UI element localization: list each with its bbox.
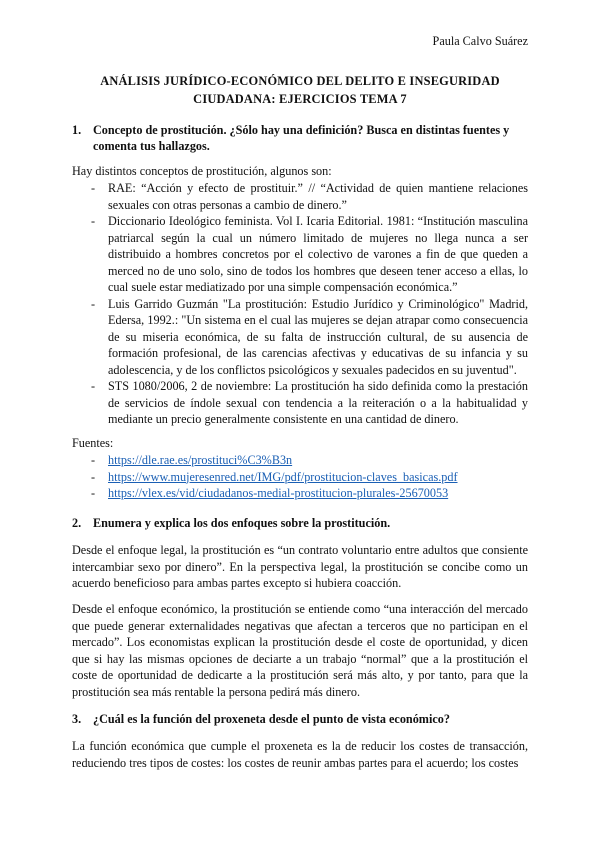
list-item <box>72 213 528 296</box>
list-item <box>72 485 528 502</box>
section-2-paragraph-1: Desde el enfoque legal, la prostitución es “un contrato voluntario entre adultos que consiente intercambiar sexo por dinero”. En la perspectiva legal, la prostitución se concibe como un acuerdo beneficioso para ambas partes excepto si hubiera coacción. <box>72 543 528 590</box>
source-link-vlex[interactable]: https://vlex.es/vid/ciudadanos-medial-prostitucion-plurales-25670053 <box>108 486 449 500</box>
section-2-paragraph-2: Desde el enfoque económico, la prostitución se entiende como “una interacción del mercado que puede generar externalidades negativas que afectan a terceros que no participan en el mercado”. Los economistas explican la prostitución desde el coste de oportunidad, y dicen que si hay las mismas opciones de deciarte a un trabajo “normal” que a la prostitución el coste de oportunidad de dedicarte a la prostitución será más alto, y por tanto, para que la prostitución sea más rentable la persona pedirá más dinero. <box>72 602 528 699</box>
section-number: 3. <box>72 712 82 726</box>
definition-text: RAE: “Acción y efecto de prostituir.” // “Actividad de quien mantiene relaciones sexuales con otras personas a cambio de dinero.” <box>108 181 528 212</box>
bullet-dash: - <box>91 469 96 484</box>
list-item <box>72 296 528 379</box>
definition-text: Luis Garrido Guzmán "La prostitución: Estudio Jurídico y Criminológico" Madrid, Edersa, 1992.: "Un sistema en el cual las mujeres se dejan atrapar como consecuencia de su miseria económica, de su falta de instrucción cultural, de su ausencia de formación profesional, de las carencias afectivas y educativas de su infancia y su adolescencia, y de los conflictos psicológicos y sexuales padecidos en su juventud". <box>108 296 528 377</box>
list-item <box>72 180 528 213</box>
list-item <box>72 469 528 486</box>
list-item <box>72 378 528 428</box>
section-title: Concepto de prostitución. ¿Sólo hay una definición? Busca en distintas fuentes y comenta tus hallazgos. <box>93 123 510 153</box>
sources-label: Fuentes: <box>72 436 114 450</box>
section-title: ¿Cuál es la función del proxeneta desde el punto de vista económico? <box>93 712 450 726</box>
bullet-dash: - <box>91 486 96 500</box>
section-1-intro: Hay distintos conceptos de prostitución, algunos son: <box>72 164 332 178</box>
bullet-dash: - <box>91 181 96 195</box>
source-link-rae[interactable]: https://dle.rae.es/prostituci%C3%B3n <box>108 453 293 467</box>
document-title: ANÁLISIS JURÍDICO-ECONÓMICO DEL DELITO E INSEGURIDAD CIUDADANA: EJERCICIOS TEMA 7 <box>100 74 500 106</box>
sources-list <box>72 452 528 502</box>
section-number: 1. <box>72 123 82 137</box>
definition-text: Diccionario Ideológico feminista. Vol I. Icaria Editorial. 1981: “Institución masculina patriarcal según la cual un número limitado de mujeres no llega nunca a ser distribuido a hombres concretos por el colectivo de varones a fin de que queden a merced no de uno solo, sino de todos los hombres que deseen tener acceso a ellas, lo cual suele estar mediatizado por una simple compensación económica.” <box>108 214 528 294</box>
definitions-list <box>72 180 528 428</box>
source-link-mujeresenred[interactable]: https://www.mujeresenred.net/IMG/pdf/prostitucion-claves_basicas.pdf <box>108 469 458 484</box>
section-2-heading <box>72 515 528 531</box>
section-1-heading <box>72 122 528 154</box>
list-item <box>72 452 528 469</box>
section-3-heading <box>72 711 528 727</box>
bullet-dash: - <box>91 379 96 393</box>
section-number: 2. <box>72 516 82 530</box>
bullet-dash: - <box>91 453 96 467</box>
section-title: Enumera y explica los dos enfoques sobre la prostitución. <box>93 516 391 530</box>
author-name: Paula Calvo Suárez <box>432 34 528 48</box>
bullet-dash: - <box>91 296 96 311</box>
definition-text: STS 1080/2006, 2 de noviembre: La prostitución ha sido definida como la prestación de servicios de índole sexual con tendencia a la reiteración o a la habitualidad y mediante un precio generalmente consistente en una cantidad de dinero. <box>108 379 528 426</box>
section-3-paragraph: La función económica que cumple el proxeneta es la de reducir los costes de transacción, reduciendo tres tipos de costes: los costes de reunir ambas partes para el acuerdo; los costes <box>72 739 528 770</box>
bullet-dash: - <box>91 214 96 228</box>
